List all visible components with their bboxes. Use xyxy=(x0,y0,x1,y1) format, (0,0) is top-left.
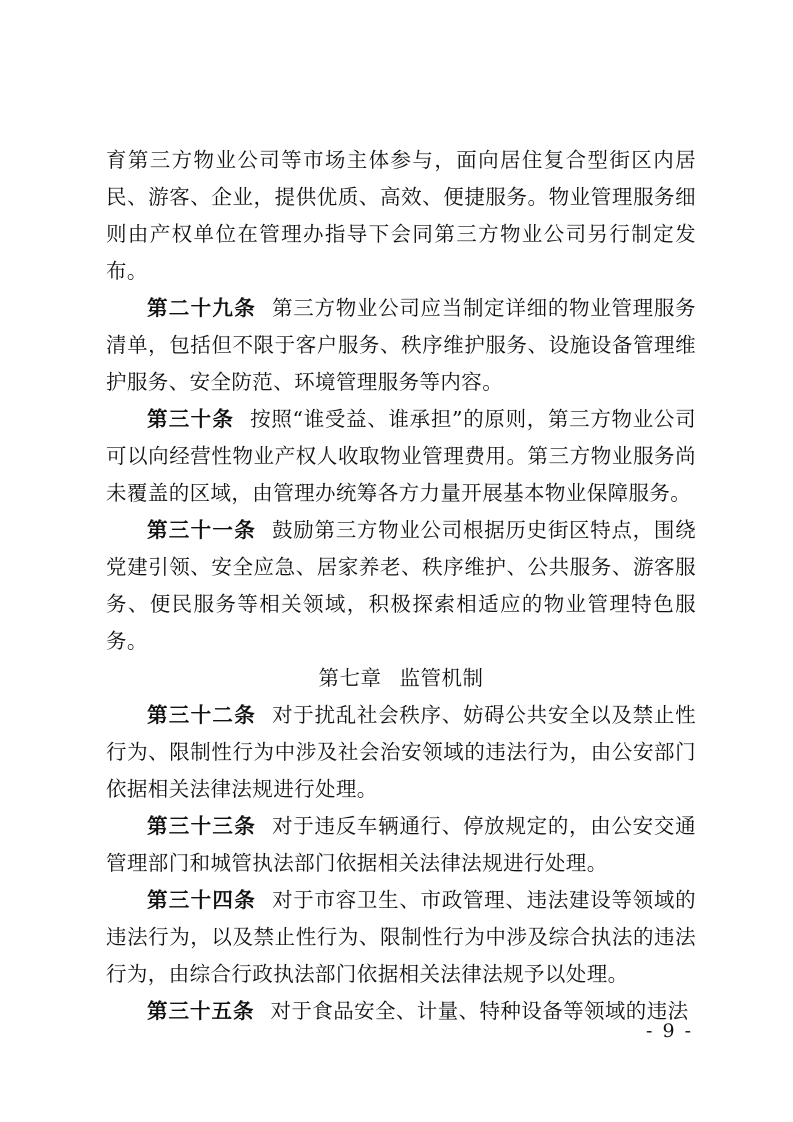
continued-paragraph: 育第三方物业公司等市场主体参与，面向居住复合型街区内居民、游客、企业，提供优质、高效、便捷服务。物业管理服务细则由产权单位在管理办指导下会同第三方物业公司另行制定发布。 xyxy=(106,148,696,283)
article-number: 第二十九条 xyxy=(147,296,257,320)
article-text: 对于食品安全、计量、特种设备等领域的违法 xyxy=(270,999,689,1023)
article-30 xyxy=(106,401,696,512)
article-text: 第三方物业公司应当制定详细的物业管理服务清单，包括但不限于客户服务、秩序维护服务、设施设备管理维护服务、安全防范、环境管理服务等内容。 xyxy=(106,296,696,394)
article-31 xyxy=(106,512,696,660)
article-34 xyxy=(106,882,696,993)
page-number: - 9 - xyxy=(645,1020,693,1042)
article-text: 对于扰乱社会秩序、妨碍公共安全以及禁止性行为、限制性行为中涉及社会治安领域的违法行为，由公安部门依据相关法律法规进行处理。 xyxy=(106,703,696,801)
article-33 xyxy=(106,808,696,882)
article-text: 对于市容卫生、市政管理、违法建设等领域的违法行为，以及禁止性行为、限制性行为中涉及综合执法的违法行为，由综合行政执法部门依据相关法律法规予以处理。 xyxy=(106,888,696,986)
chapter-number: 第七章 xyxy=(318,666,382,690)
article-29 xyxy=(106,290,696,401)
chapter-title: 监管机制 xyxy=(399,666,484,690)
article-number: 第三十五条 xyxy=(147,999,255,1023)
article-number: 第三十条 xyxy=(147,407,235,431)
article-number: 第三十三条 xyxy=(147,814,257,838)
article-32 xyxy=(106,697,696,808)
chapter-heading xyxy=(106,660,696,697)
article-35 xyxy=(106,993,696,1030)
article-number: 第三十四条 xyxy=(147,888,257,912)
document-body xyxy=(106,142,696,1030)
article-text: 对于违反车辆通行、停放规定的，由公安交通管理部门和城管执法部门依据相关法律法规进行处理。 xyxy=(106,814,696,875)
article-text: 鼓励第三方物业公司根据历史街区特点，围绕党建引领、安全应急、居家养老、秩序维护、公共服务、游客服务、便民服务等相关领域，积极探索相适应的物业管理特色服务。 xyxy=(106,518,696,653)
article-number: 第三十一条 xyxy=(147,518,257,542)
article-text: 按照“谁受益、谁承担”的原则，第三方物业公司可以向经营性物业产权人收取物业管理费用。第三方物业服务尚未覆盖的区域，由管理办统筹各方力量开展基本物业保障服务。 xyxy=(106,407,697,505)
article-number: 第三十二条 xyxy=(147,703,257,727)
